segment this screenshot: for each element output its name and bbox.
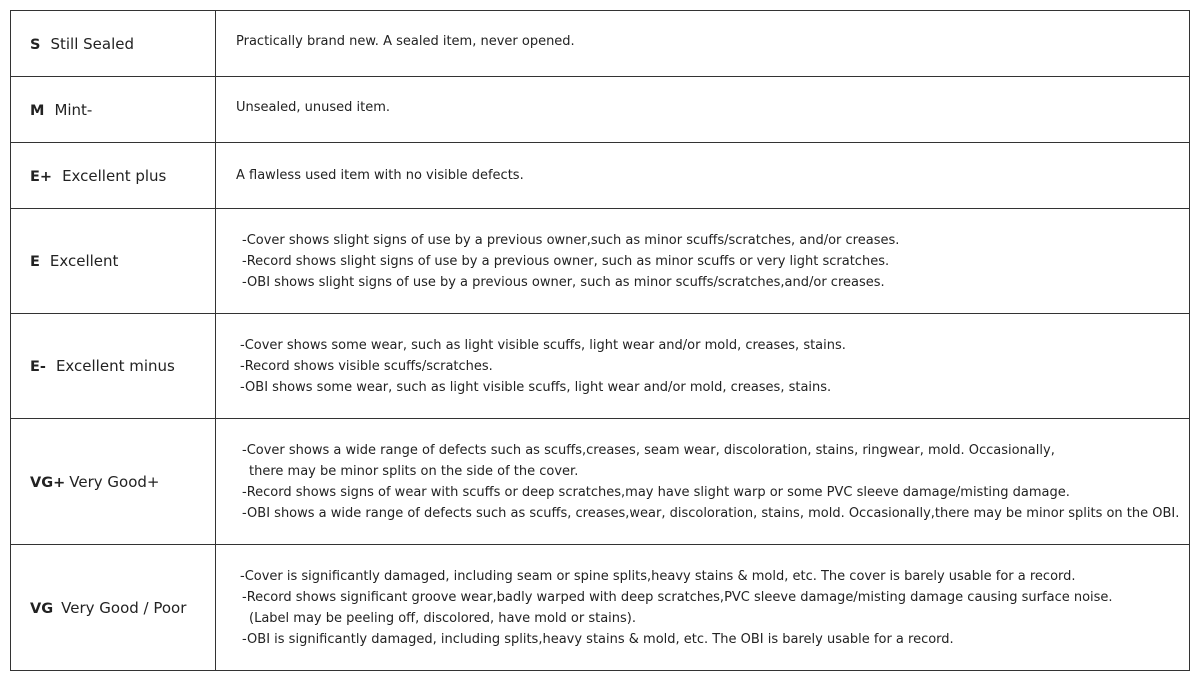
grade-cell: [11, 77, 216, 143]
description-line: -OBI shows some wear, such as light visible scuffs, light wear and/or mold, creases, stains.: [240, 379, 832, 395]
grade-row-vg: [11, 545, 1190, 671]
description-line: A flawless used item with no visible defects.: [236, 168, 524, 183]
description-line: Unsealed, unused item.: [236, 100, 390, 115]
grade-cell: [11, 11, 216, 77]
description-line: -OBI shows a wide range of defects such as scuffs, creases,wear, discoloration, stains, mold. Occasionally,there may be minor splits on the OBI.: [242, 505, 1180, 521]
grade-description: [216, 11, 1190, 77]
grade-cell: [11, 419, 216, 545]
grade-code: E-: [30, 359, 46, 375]
description-line: there may be minor splits on the side of the cover.: [249, 463, 579, 479]
description-line: -Cover is significantly damaged, including seam or spine splits,heavy stains & mold, etc. The cover is barely usable for a record.: [240, 568, 1076, 584]
grade-name: Excellent plus: [62, 166, 167, 185]
grade-row-e-minus: [11, 314, 1190, 419]
grade-row-vg-plus: [11, 419, 1190, 545]
grade-cell: [11, 314, 216, 419]
grade-row-m: [11, 77, 1190, 143]
description-line: -OBI shows slight signs of use by a previous owner, such as minor scuffs/scratches,and/or creases.: [242, 274, 885, 290]
grade-name: Very Good+: [69, 472, 160, 491]
grade-row-s: [11, 11, 1190, 77]
grade-row-e-plus: [11, 143, 1190, 209]
grade-cell: [11, 209, 216, 314]
grade-code: E+: [30, 168, 53, 185]
grade-description: [216, 77, 1190, 143]
grade-cell: [11, 143, 216, 209]
description-line: -Record shows visible scuffs/scratches.: [240, 358, 493, 374]
grade-code: E: [30, 254, 40, 270]
grade-name: Mint-: [54, 100, 93, 119]
grade-row-e: [11, 209, 1190, 314]
grade-code: VG: [30, 600, 54, 617]
grading-table: [10, 10, 1190, 671]
description-line: -Record shows signs of wear with scuffs or deep scratches,may have slight warp or some PVC sleeve damage/misting damage.: [242, 484, 1070, 500]
description-line: -Record shows slight signs of use by a previous owner, such as minor scuffs or very light scratches.: [242, 253, 890, 269]
grade-description: [216, 419, 1190, 545]
grade-name: Excellent minus: [55, 357, 175, 375]
grade-description: [216, 143, 1190, 209]
description-line: -OBI is significantly damaged, including splits,heavy stains & mold, etc. The OBI is barely usable for a record.: [242, 631, 954, 647]
description-line: (Label may be peeling off, discolored, have mold or stains).: [249, 610, 636, 626]
description-line: -Cover shows some wear, such as light visible scuffs, light wear and/or mold, creases, stains.: [240, 337, 846, 353]
grade-description: [216, 545, 1190, 671]
grade-name: Still Sealed: [50, 34, 134, 53]
description-line: -Cover shows a wide range of defects such as scuffs,creases, seam wear, discoloration, stains, ringwear, mold. Occasionally,: [242, 442, 1055, 458]
description-line: Practically brand new. A sealed item, never opened.: [236, 34, 575, 49]
description-line: -Record shows significant groove wear,badly warped with deep scratches,PVC sleeve damage/misting damage causing surface noise.: [242, 589, 1113, 605]
grade-name: Excellent: [49, 252, 119, 270]
grade-description: [216, 314, 1190, 419]
grade-cell: [11, 545, 216, 671]
grade-code: VG+: [30, 474, 66, 491]
grade-code: S: [30, 36, 41, 53]
grade-description: [216, 209, 1190, 314]
grade-name: Very Good / Poor: [61, 598, 187, 617]
description-line: -Cover shows slight signs of use by a previous owner,such as minor scuffs/scratches, and/or creases.: [242, 232, 900, 248]
grade-code: M: [30, 102, 45, 119]
